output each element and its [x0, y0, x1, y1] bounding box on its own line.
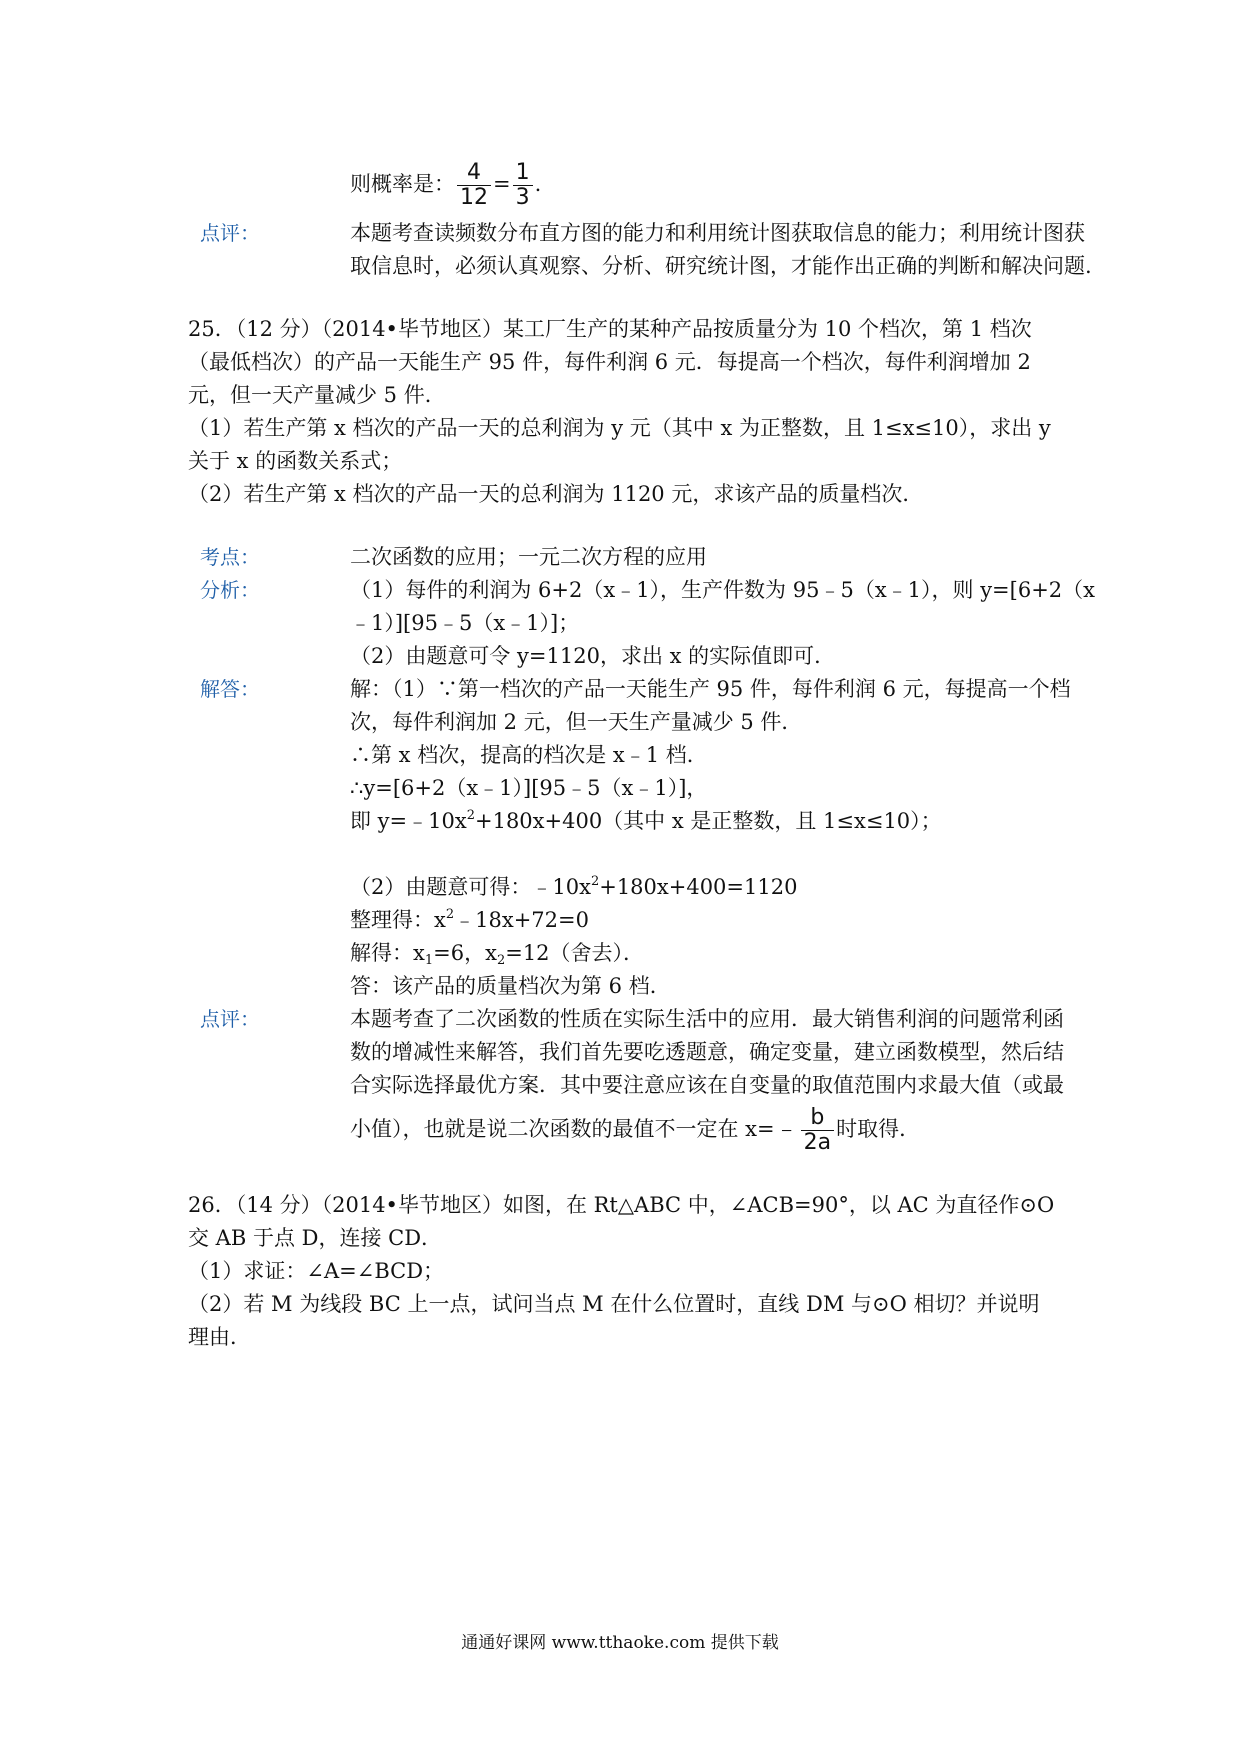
probability-prefix: 则概率是：	[350, 172, 455, 196]
question-25-part-2: （2）若生产第 x 档次的产品一天的总利润为 1120 元，求该产品的质量档次．	[188, 482, 924, 506]
fenxi-text: ﹣1）][95﹣5（x﹣1）]；	[350, 611, 580, 635]
question-25-stem: 25．（12 分）（2014•毕节地区）某工厂生产的某种产品按质量分为 10 个档次，第 1 档次	[188, 317, 1032, 341]
dianping-text: 数的增减性来解答，我们首先要吃透题意，确定变量，建立函数模型，然后结	[350, 1040, 1064, 1064]
expression: 时取得．	[836, 1117, 921, 1141]
comment-text: 取信息时，必须认真观察、分析、研究统计图，才能作出正确的判断和解决问题.	[350, 254, 1092, 278]
expression: 解得：x	[350, 941, 425, 965]
question-25-part-1: 关于 x 的函数关系式；	[188, 449, 403, 473]
jieda-text	[350, 806, 942, 836]
expression: +180x+400（其中 x 是正整数，且 1≤x≤10）；	[474, 809, 942, 833]
fraction-1-3	[513, 161, 533, 210]
fenxi-label: 分析：	[200, 578, 260, 602]
jieda-text: 次，每件利润加 2 元，但一天生产量减少 5 件．	[350, 710, 803, 734]
jieda-text	[350, 905, 589, 935]
expression: =6，x	[433, 941, 497, 965]
jieda-text	[350, 872, 797, 902]
expression: 小值），也就是说二次函数的最值不一定在 x=	[350, 1117, 775, 1141]
dianping-label: 点评：	[200, 1007, 260, 1031]
fraction-numerator: 1	[513, 161, 533, 186]
dianping-text: 合实际选择最优方案．其中要注意应该在自变量的取值范围内求最大值（或最	[350, 1073, 1064, 1097]
subscript: 2	[496, 953, 506, 968]
exponent: 2	[445, 907, 455, 922]
expression: +180x+400=1120	[599, 875, 798, 899]
question-25-part-1: （1）若生产第 x 档次的产品一天的总利润为 y 元（其中 x 为正整数，且 1≤x≤10），求出 y	[188, 416, 1051, 440]
fraction-numerator: b	[801, 1106, 834, 1131]
expression: 整理得：x	[350, 908, 446, 932]
equals-sign: =	[493, 172, 511, 196]
jieda-label: 解答：	[200, 677, 260, 701]
fraction-b-2a	[801, 1106, 834, 1155]
comment-label: 点评：	[200, 221, 260, 245]
dianping-text: 本题考查了二次函数的性质在实际生活中的应用．最大销售利润的问题常利函	[350, 1007, 1064, 1031]
jieda-text	[350, 938, 644, 968]
fraction-denominator: 12	[460, 185, 488, 210]
jieda-text: ∴y=[6+2（x﹣1）][95﹣5（x﹣1）]，	[350, 776, 708, 800]
question-26-part-2: （2）若 M 为线段 BC 上一点，试问当点 M 在什么位置时，直线 DM 与⊙O 相切？并说明	[188, 1292, 1040, 1316]
question-25-stem: （最低档次）的产品一天能生产 95 件，每件利润 6 元．每提高一个档次，每件利润增加 2	[188, 350, 1031, 374]
period: .	[534, 172, 542, 196]
expression: =12（舍去）．	[505, 941, 645, 965]
jieda-text: 答：该产品的质量档次为第 6 档．	[350, 974, 671, 998]
fraction-denominator: 3	[515, 185, 530, 210]
expression: （2）由题意可得：﹣10x	[350, 875, 591, 899]
question-25-stem: 元，但一天产量减少 5 件．	[188, 383, 446, 407]
expression: 即 y=﹣10x	[350, 809, 467, 833]
exponent: 2	[590, 874, 600, 889]
minus-sign: ﹣	[774, 1114, 799, 1142]
jieda-text: 解：（1）∵第一档次的产品一天能生产 95 件，每件利润 6 元，每提高一个档	[350, 677, 1071, 701]
subscript: 1	[424, 953, 434, 968]
fraction-denominator: 2a	[803, 1130, 832, 1155]
footer-download-credit: 通通好课网 www.tthaoke.com 提供下载	[461, 1633, 779, 1653]
comment-text: 本题考查读频数分布直方图的能力和利用统计图获取信息的能力；利用统计图获	[350, 221, 1085, 245]
probability-line	[350, 160, 541, 210]
fenxi-text: （1）每件的利润为 6+2（x﹣1），生产件数为 95﹣5（x﹣1），则 y=[6+2（x	[350, 578, 1096, 602]
question-26-part-1: （1）求证：∠A=∠BCD；	[188, 1259, 445, 1283]
question-26-stem: 交 AB 于点 D，连接 CD．	[188, 1226, 443, 1250]
question-26-part-2: 理由．	[188, 1325, 251, 1349]
exponent: 2	[466, 808, 475, 823]
fenxi-text: （2）由题意可令 y=1120，求出 x 的实际值即可．	[350, 644, 836, 668]
fraction-4-12	[457, 161, 491, 210]
kaodian-text: 二次函数的应用；一元二次方程的应用	[350, 545, 707, 569]
expression: ﹣18x+72=0	[454, 908, 589, 932]
question-26-stem: 26．（14 分）（2014•毕节地区）如图，在 Rt△ABC 中，∠ACB=90°，以 AC 为直径作⊙O	[188, 1193, 1055, 1217]
jieda-text: ∴第 x 档次，提高的档次是 x﹣1 档．	[350, 743, 708, 767]
dianping-text	[350, 1100, 920, 1157]
kaodian-label: 考点：	[200, 545, 260, 569]
fraction-numerator: 4	[457, 161, 491, 186]
